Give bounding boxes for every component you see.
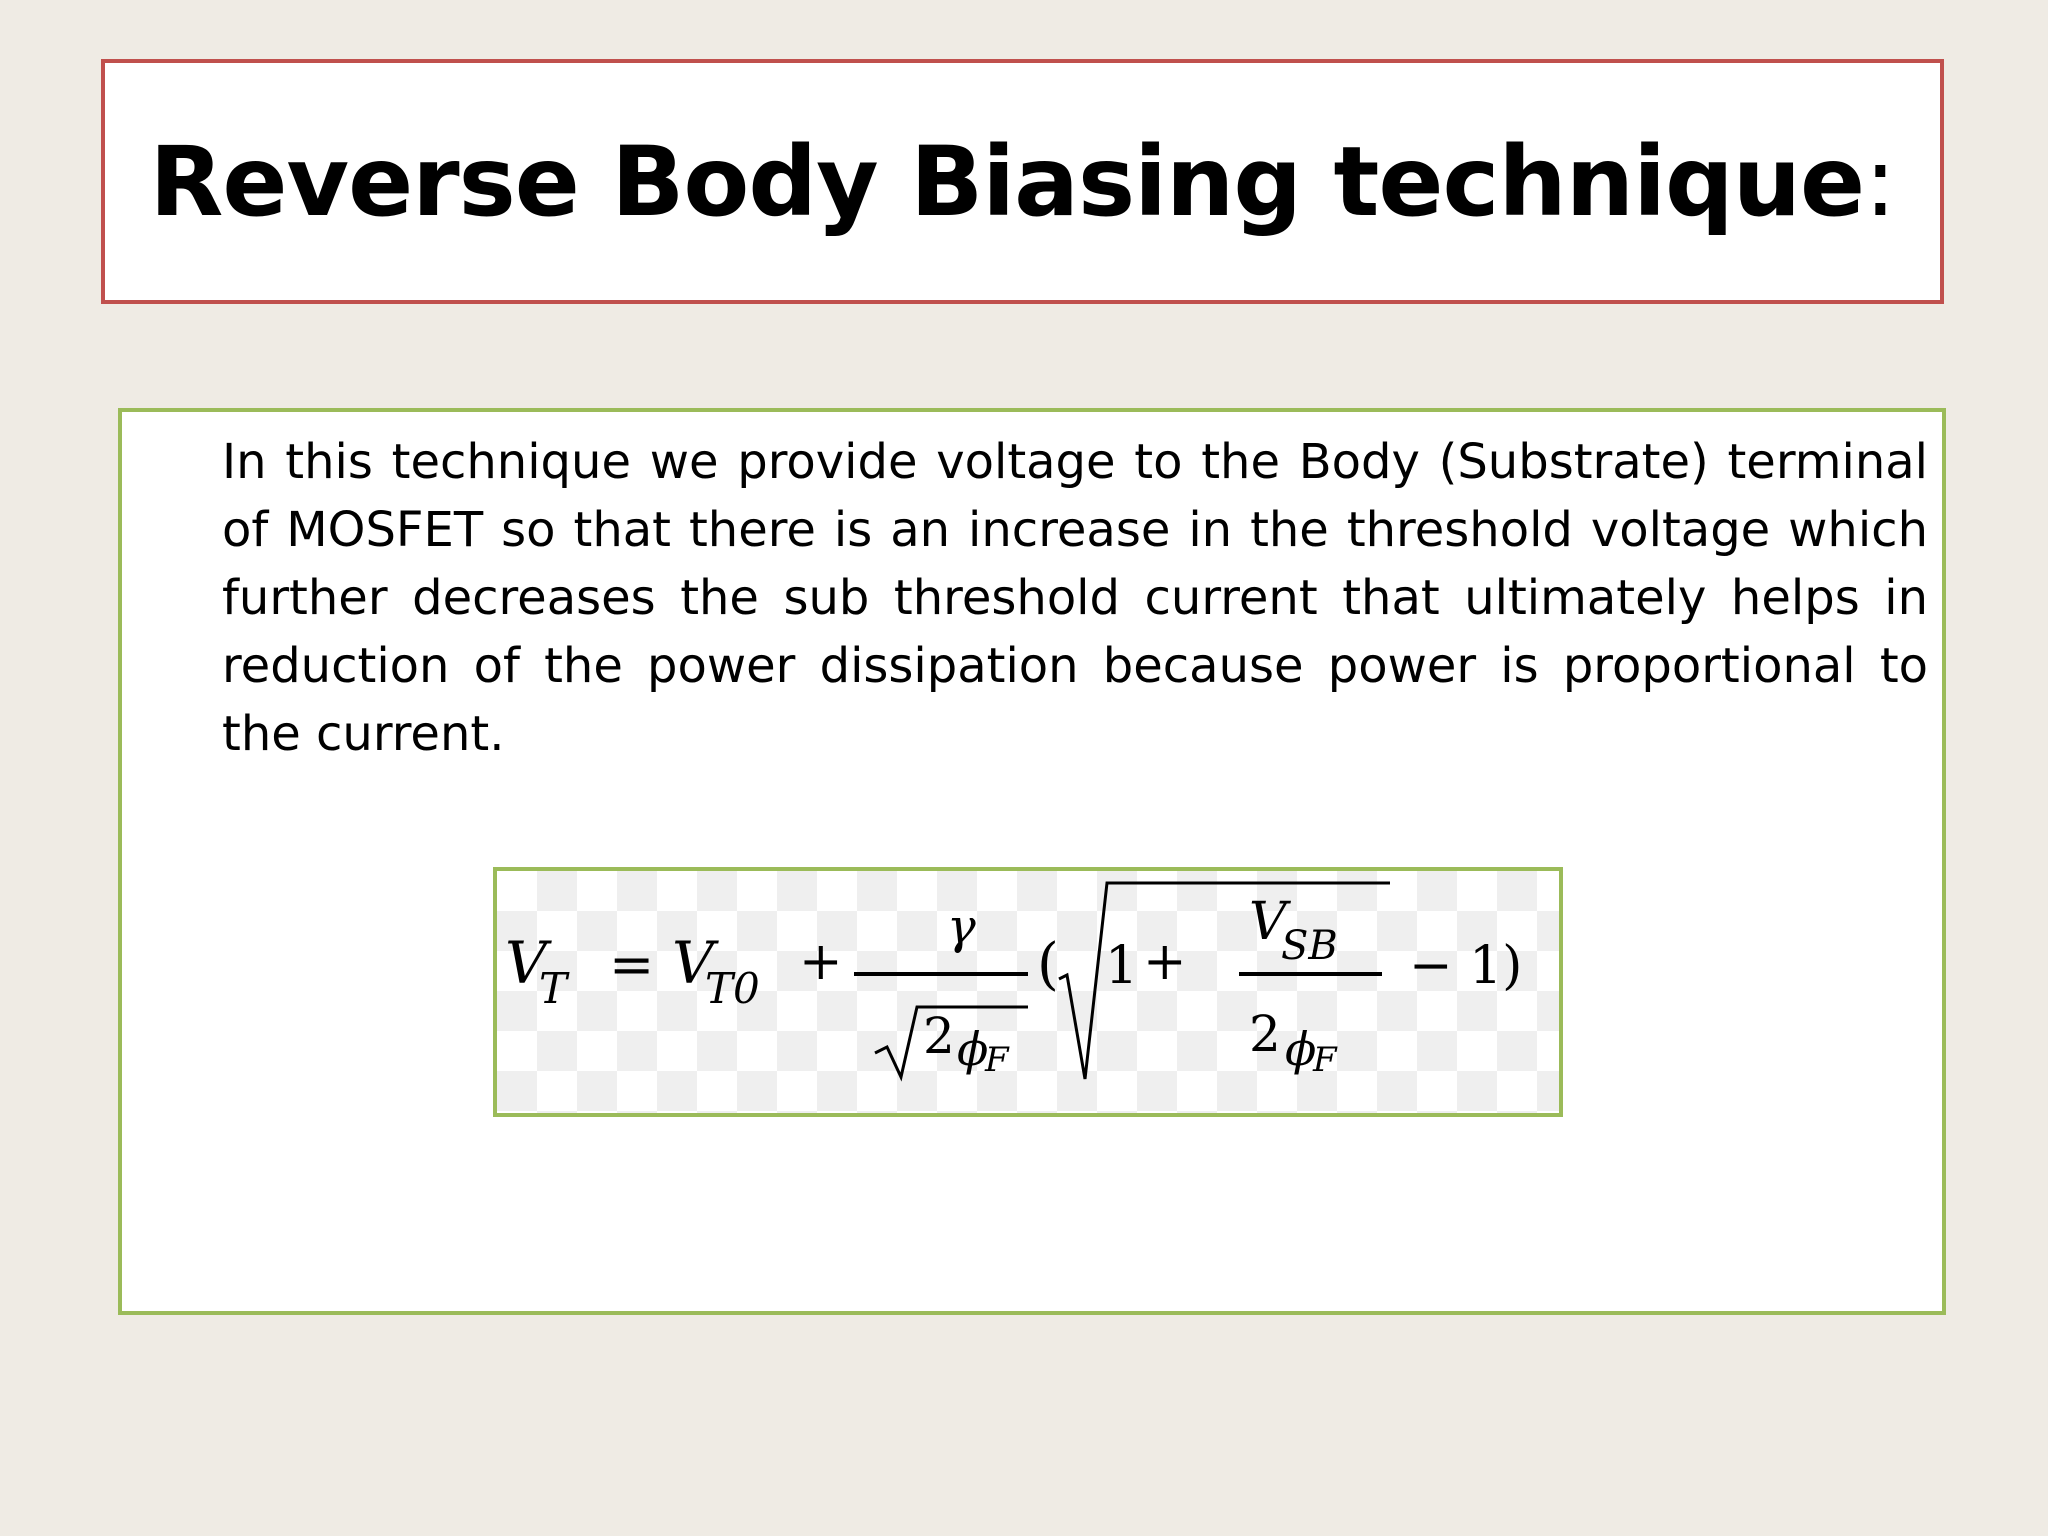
formula-phi-sub-2: F xyxy=(1313,1040,1337,1080)
formula-plus-2: + xyxy=(1143,932,1187,992)
formula-vsb-var: V xyxy=(1249,892,1287,952)
formula-equals: = xyxy=(609,933,655,996)
title-box xyxy=(101,59,1944,304)
slide-title xyxy=(150,126,1896,238)
formula-open-paren: ( xyxy=(1037,932,1059,997)
formula-phi-1: ϕ xyxy=(957,1022,989,1076)
slide-title-text: Reverse Body Biasing technique xyxy=(149,125,1865,238)
formula-svg xyxy=(497,871,1559,1113)
slide-title-colon: : xyxy=(1864,125,1896,238)
formula-two-2: 2 xyxy=(1249,1005,1281,1063)
formula-phi-sub-1: F xyxy=(985,1040,1009,1080)
body-paragraph: In this technique we provide voltage to the Body (Substrate) terminal of MOSFET so that there is an increase in the threshold voltage which further decreases the sub threshold current that ultimately helps in reduction of the power dissipation because power is proportional to the current. xyxy=(222,434,1928,762)
formula-image xyxy=(493,867,1563,1117)
formula-plus-1: + xyxy=(799,932,843,992)
formula-minus-one: − 1) xyxy=(1409,936,1523,996)
formula-one: 1 xyxy=(1105,936,1139,996)
formula-vt0-sub: T0 xyxy=(705,964,760,1013)
formula-vt-sub: T xyxy=(539,964,568,1013)
formula-vt0-var: V xyxy=(672,929,714,997)
content-box xyxy=(118,408,1946,1315)
formula-gamma: γ xyxy=(947,899,976,955)
formula-vsb-sub: SB xyxy=(1281,923,1338,969)
formula-phi-2: ϕ xyxy=(1285,1022,1317,1076)
formula-vt-var: V xyxy=(505,929,547,997)
formula-two-1: 2 xyxy=(923,1007,955,1065)
